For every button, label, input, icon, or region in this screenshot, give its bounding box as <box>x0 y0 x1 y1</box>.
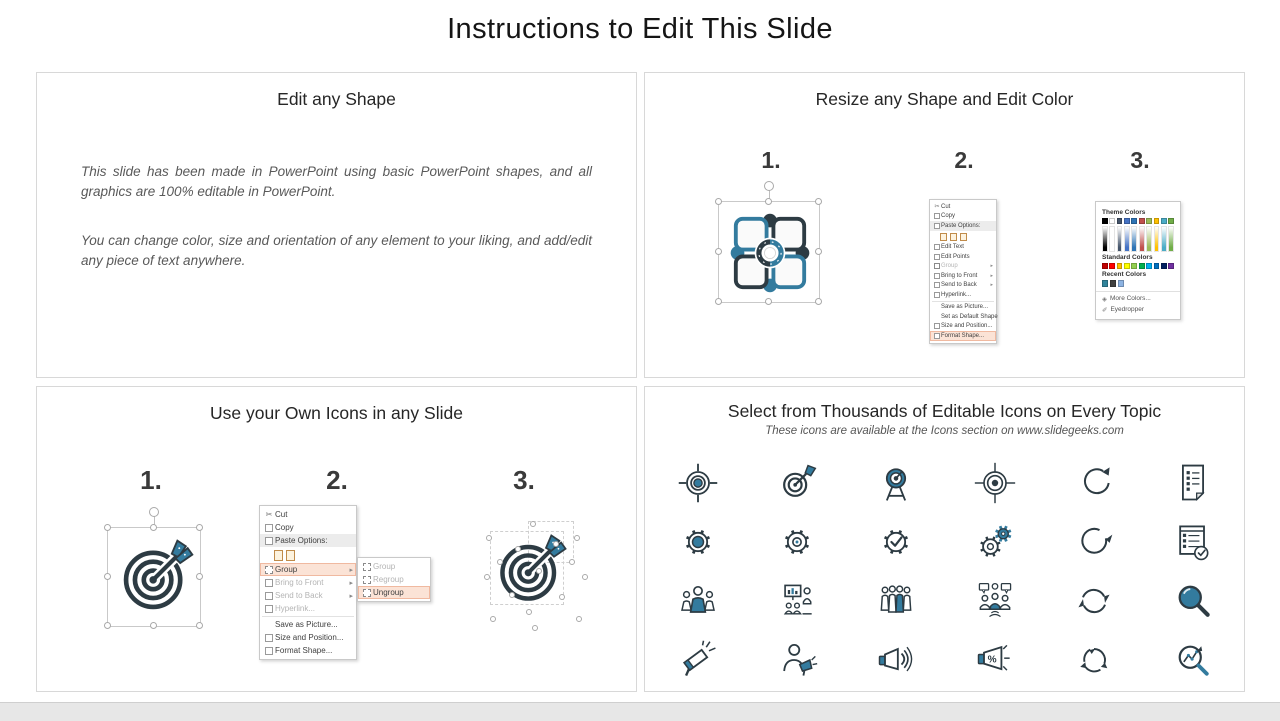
panel-use-own-icons <box>36 386 637 692</box>
menu-item-label: Send to Back <box>941 282 977 289</box>
menu-item-spacer <box>933 313 941 321</box>
rotate-handle[interactable] <box>764 181 774 191</box>
icon-grid <box>648 453 1242 689</box>
menu-item-edit-points[interactable] <box>930 252 996 262</box>
person-megaphone-icon[interactable] <box>774 637 820 683</box>
group-icon <box>263 564 275 576</box>
eyedropper-item[interactable] <box>1102 306 1174 314</box>
selection-handle[interactable] <box>104 622 111 629</box>
selection-handle[interactable] <box>150 622 157 629</box>
menu-item-send-to-back[interactable] <box>930 281 996 291</box>
paste-option-icon[interactable] <box>286 550 295 561</box>
menu-item-label: Paste Options: <box>275 536 328 545</box>
menu-item-label: Edit Text <box>941 244 964 251</box>
menu-item-save-as-picture[interactable] <box>930 303 996 313</box>
document-checklist-icon[interactable] <box>1170 460 1216 506</box>
color-swatch[interactable] <box>1131 218 1137 224</box>
hyperlink-icon <box>933 291 941 299</box>
picker-item-label: Eyedropper <box>1110 306 1145 314</box>
recent-colors-row <box>1102 280 1174 286</box>
color-variant-column[interactable] <box>1131 226 1137 252</box>
color-variant-column[interactable] <box>1124 226 1130 252</box>
menu-item-format-shape[interactable] <box>260 644 356 657</box>
panel-heading: Select from Thousands of Editable Icons on Every Topic <box>727 401 1162 421</box>
step-number-3: 3. <box>513 465 535 495</box>
dartboard-dart-icon[interactable] <box>774 460 820 506</box>
menu-item-label: Edit Points <box>941 253 970 260</box>
menu-item-paste-options[interactable] <box>260 534 356 547</box>
recent-colors-label: Recent Colors <box>1102 271 1147 279</box>
menu-item-label: Format Shape... <box>275 646 333 655</box>
theme-colors-row <box>1102 218 1174 224</box>
group-submenu <box>357 557 431 602</box>
color-swatch[interactable] <box>1154 263 1160 269</box>
color-variant-column[interactable] <box>1161 226 1167 252</box>
color-picker-dropdown <box>1095 201 1181 320</box>
selection-handle[interactable] <box>815 198 822 205</box>
color-variant-column[interactable] <box>1109 226 1115 252</box>
menu-item-label: Regroup <box>373 575 404 584</box>
selection-handle[interactable] <box>490 616 496 622</box>
color-swatch[interactable] <box>1146 263 1152 269</box>
color-swatch[interactable] <box>1146 218 1152 224</box>
menu-item-label: Paste Options: <box>941 222 981 229</box>
color-swatch[interactable] <box>1102 280 1108 286</box>
menu-item-cut[interactable] <box>260 508 356 521</box>
menu-item-label: Hyperlink... <box>941 291 972 298</box>
megaphone-percent-icon[interactable] <box>972 637 1018 683</box>
team-communication-icon[interactable] <box>972 578 1018 624</box>
menu-item-label: Copy <box>275 523 294 532</box>
magnifier-icon[interactable] <box>1170 578 1216 624</box>
menu-item-label: Hyperlink... <box>275 604 316 613</box>
menu-item-send-to-back[interactable] <box>260 589 356 602</box>
selection-handle[interactable] <box>574 535 580 541</box>
paste-option-buttons <box>930 231 996 243</box>
regroup-icon <box>361 574 373 586</box>
paste-icon <box>263 535 275 547</box>
target-dart-icon[interactable] <box>113 536 197 625</box>
svg-text:%: % <box>987 653 997 665</box>
standard-colors-label: Standard Colors <box>1102 254 1153 262</box>
selection-handle[interactable] <box>532 625 538 631</box>
color-swatch[interactable] <box>1102 218 1108 224</box>
color-swatch[interactable] <box>1139 263 1145 269</box>
menu-item-spacer <box>263 619 275 631</box>
menu-item-label: Send to Back <box>275 591 323 600</box>
color-swatch[interactable] <box>1131 263 1137 269</box>
rotate-handle[interactable] <box>149 507 159 517</box>
standard-colors-row <box>1102 263 1174 269</box>
menu-divider <box>932 301 994 302</box>
selected-shape-frame[interactable] <box>718 201 820 303</box>
selection-handle[interactable] <box>196 524 203 531</box>
selection-handle[interactable] <box>196 622 203 629</box>
color-variant-column[interactable] <box>1168 226 1174 252</box>
menu-item-label: Bring to Front <box>275 578 324 587</box>
menu-item-label: Ungroup <box>373 588 404 597</box>
presentation-audience-icon[interactable] <box>774 578 820 624</box>
edit-text-icon <box>933 243 941 251</box>
picker-item-label: More Colors... <box>1110 295 1151 303</box>
color-variant-column[interactable] <box>1102 226 1108 252</box>
selection-handle[interactable] <box>559 594 565 600</box>
menu-item-bring-to-front[interactable] <box>260 576 356 589</box>
menu-item-label: Format Shape... <box>941 332 985 339</box>
color-swatch[interactable] <box>1168 218 1174 224</box>
selection-handle[interactable] <box>765 198 772 205</box>
color-swatch[interactable] <box>1117 263 1123 269</box>
eyedropper-icon: ✐ <box>1102 306 1108 314</box>
ungrouped-target-icon[interactable] <box>482 517 586 627</box>
selection-handle[interactable] <box>569 559 575 565</box>
menu-item-edit-text[interactable] <box>930 243 996 253</box>
color-swatch[interactable] <box>1139 218 1145 224</box>
gear-filled-icon[interactable] <box>675 519 721 565</box>
group-icon <box>361 561 373 573</box>
hyperlink-icon <box>263 603 275 615</box>
color-swatch[interactable] <box>1109 218 1115 224</box>
picker-divider <box>1096 291 1180 292</box>
color-variant-column[interactable] <box>1146 226 1152 252</box>
selection-handle[interactable] <box>104 573 111 580</box>
menu-item-label: Set as Default Shape <box>941 313 998 320</box>
selection-handle[interactable] <box>815 298 822 305</box>
menu-item-label: Size and Position... <box>941 323 993 330</box>
panel-subtitle: These icons are available at the Icons section on www.slidegeeks.com <box>765 425 1124 437</box>
target-dot-icon[interactable] <box>972 460 1018 506</box>
edit-shape-paragraph-1: This slide has been made in PowerPoint using basic PowerPoint shapes, and all graphics are 100% editable in PowerPoint. <box>81 164 592 199</box>
team-speaker-icon[interactable] <box>675 578 721 624</box>
menu-item-label: Save as Picture... <box>941 304 989 311</box>
menu-item-label: Group <box>275 565 298 574</box>
announcement-speaker-icon[interactable] <box>873 637 919 683</box>
menu-item-regroup[interactable] <box>358 573 430 586</box>
more-colors-item[interactable] <box>1102 295 1174 303</box>
submenu-arrow-icon: ▸ <box>349 566 353 574</box>
gear-outline-icon[interactable] <box>774 519 820 565</box>
menu-item-copy[interactable] <box>260 521 356 534</box>
send-back-icon <box>263 590 275 602</box>
menu-item-copy[interactable] <box>930 212 996 222</box>
selection-handle[interactable] <box>582 574 588 580</box>
dartboard-stand-icon[interactable] <box>873 460 919 506</box>
edit-points-icon <box>933 253 941 261</box>
step-number-1: 1. <box>761 147 781 173</box>
menu-item-size-and-position[interactable] <box>930 322 996 332</box>
menu-item-bring-to-front[interactable] <box>930 271 996 281</box>
menu-item-label: Group <box>373 562 396 571</box>
four-squares-shape[interactable] <box>723 206 817 305</box>
selection-handle[interactable] <box>576 616 582 622</box>
selection-handle[interactable] <box>509 592 515 598</box>
selection-handle[interactable] <box>815 248 822 255</box>
target-crosshair-icon[interactable] <box>675 460 721 506</box>
step-number-1: 1. <box>140 465 162 495</box>
step-number-3: 3. <box>1130 147 1150 173</box>
panel-resize-shape-edit-color <box>644 72 1245 378</box>
menu-item-label: Size and Position... <box>275 633 344 642</box>
double-gears-icon[interactable] <box>972 519 1018 565</box>
bring-front-icon <box>263 577 275 589</box>
selection-handle[interactable] <box>104 524 111 531</box>
menu-item-set-as-default-shape[interactable] <box>930 312 996 322</box>
menu-divider <box>262 616 354 617</box>
size-icon <box>263 632 275 644</box>
slide-bottom-edge <box>0 702 1280 721</box>
color-swatch[interactable] <box>1168 263 1174 269</box>
people-group-icon[interactable] <box>873 578 919 624</box>
theme-color-variants <box>1102 226 1174 252</box>
paste-option-buttons <box>260 547 356 563</box>
color-swatch[interactable] <box>1118 280 1124 286</box>
scissors-icon: ✂ <box>265 509 273 519</box>
menu-item-hyperlink[interactable] <box>260 602 356 615</box>
page-title: Instructions to Edit This Slide <box>447 13 833 45</box>
submenu-arrow-icon: ▸ <box>990 272 993 279</box>
selection-handle[interactable] <box>196 573 203 580</box>
scissors-icon: ✂ <box>934 203 940 210</box>
format-icon <box>263 645 275 657</box>
menu-item-group[interactable] <box>260 563 356 576</box>
paste-option-icon[interactable] <box>960 233 967 241</box>
submenu-arrow-icon: ▸ <box>990 282 993 289</box>
menu-item-paste-options[interactable] <box>930 221 996 231</box>
menu-item-cut[interactable] <box>930 202 996 212</box>
color-swatch[interactable] <box>1117 218 1123 224</box>
menu-item-label: Group <box>941 263 958 270</box>
color-variant-column[interactable] <box>1154 226 1160 252</box>
submenu-arrow-icon: ▸ <box>349 579 353 587</box>
menu-item-hyperlink[interactable] <box>930 290 996 300</box>
color-swatch[interactable] <box>1154 218 1160 224</box>
menu-item-group[interactable] <box>930 262 996 272</box>
color-swatch[interactable] <box>1110 280 1116 286</box>
color-swatch[interactable] <box>1109 263 1115 269</box>
selection-handle[interactable] <box>497 559 503 565</box>
selection-handle[interactable] <box>715 198 722 205</box>
step-number-2: 2. <box>326 465 348 495</box>
size-icon <box>933 322 941 330</box>
color-swatch[interactable] <box>1161 218 1167 224</box>
copy-icon <box>933 212 941 220</box>
panel-heading: Resize any Shape and Edit Color <box>815 89 1074 109</box>
color-variant-column[interactable] <box>1117 226 1123 252</box>
submenu-arrow-icon: ▸ <box>349 592 353 600</box>
color-swatch[interactable] <box>1124 263 1130 269</box>
magnifier-analytics-icon[interactable] <box>1170 637 1216 683</box>
theme-colors-label: Theme Colors <box>1102 209 1146 216</box>
context-menu <box>259 505 357 660</box>
megaphone-icon[interactable] <box>675 637 721 683</box>
submenu-arrow-icon: ▸ <box>990 263 993 270</box>
panel-edit-any-shape <box>36 72 637 378</box>
selected-target-icon-frame[interactable] <box>107 527 201 627</box>
color-swatch[interactable] <box>1124 218 1130 224</box>
menu-item-size-and-position[interactable] <box>260 631 356 644</box>
menu-item-label: Copy <box>941 213 956 220</box>
paste-option-icon[interactable] <box>950 233 957 241</box>
selection-handle[interactable] <box>150 524 157 531</box>
selection-handle[interactable] <box>515 546 521 552</box>
menu-item-label: Cut <box>275 510 288 519</box>
menu-item-ungroup[interactable] <box>358 586 430 599</box>
panel-heading: Use your Own Icons in any Slide <box>210 403 463 423</box>
format-icon <box>933 332 941 340</box>
context-menu <box>929 199 997 344</box>
menu-item-label: Cut <box>941 203 951 210</box>
menu-item-spacer <box>933 303 941 311</box>
selection-handle[interactable] <box>553 541 559 547</box>
menu-item-label: Save as Picture... <box>275 620 338 629</box>
menu-item-format-shape[interactable] <box>930 331 996 341</box>
menu-item-label: Bring to Front <box>941 272 978 279</box>
checklist-approved-icon[interactable] <box>1170 519 1216 565</box>
circle-arrow-icon[interactable] <box>1071 519 1117 565</box>
more-colors-icon: ◈ <box>1102 295 1107 303</box>
cycle-arrows-icon[interactable] <box>1071 637 1117 683</box>
gear-check-icon[interactable] <box>873 519 919 565</box>
color-swatch[interactable] <box>1102 263 1108 269</box>
selection-handle[interactable] <box>765 298 772 305</box>
send-back-icon <box>933 281 941 289</box>
paste-option-icon[interactable] <box>274 550 283 561</box>
bring-front-icon <box>933 272 941 280</box>
copy-icon <box>263 522 275 534</box>
edit-shape-paragraph-2: You can change color, size and orientation of any element to your liking, and add/edit any piece of text anywhere. <box>81 233 592 268</box>
panel-heading: Edit any Shape <box>277 89 396 109</box>
selection-handle[interactable] <box>536 568 542 574</box>
group-icon <box>933 262 941 270</box>
color-swatch[interactable] <box>1161 263 1167 269</box>
menu-item-save-as-picture[interactable] <box>260 618 356 631</box>
ungroup-icon <box>361 587 373 599</box>
sync-arrows-icon[interactable] <box>1071 578 1117 624</box>
selection-handle[interactable] <box>715 298 722 305</box>
rotate-arrow-icon[interactable] <box>1071 460 1117 506</box>
color-variant-column[interactable] <box>1139 226 1145 252</box>
panel-icon-library <box>644 386 1245 692</box>
paste-icon <box>933 222 941 230</box>
step-number-2: 2. <box>954 147 974 173</box>
selection-handle[interactable] <box>715 248 722 255</box>
paste-option-icon[interactable] <box>940 233 947 241</box>
selection-handle[interactable] <box>486 535 492 541</box>
menu-item-group[interactable] <box>358 560 430 573</box>
